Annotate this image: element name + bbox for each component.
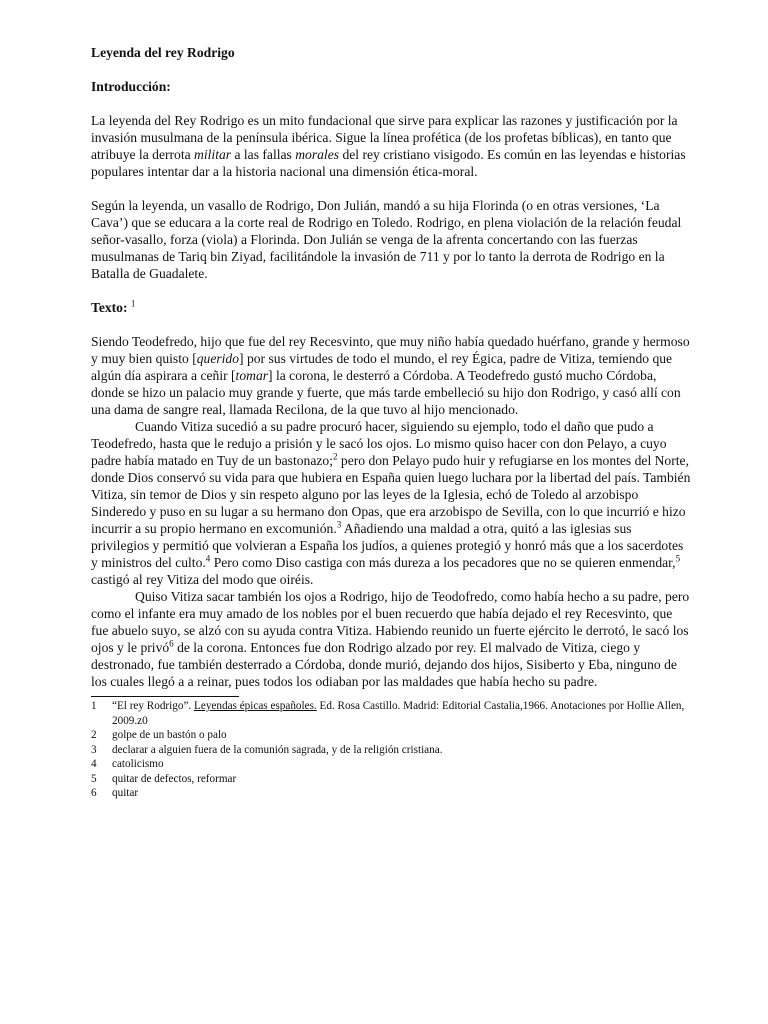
footnote-2: 2 golpe de un bastón o palo	[91, 729, 227, 741]
footnote-ref-2[interactable]: 2	[333, 451, 338, 462]
footnote-ref-1[interactable]: 1	[130, 298, 136, 309]
footnote-5: 5 quitar de defectos, reformar	[91, 772, 237, 785]
intro-paragraph-1: La leyenda del Rey Rodrigo es un mito fundacional que sirve para explicar las razones y justificación por la invasión musulmana de la península ibérica. Sigue la línea profética (de los profetas bíblicas), en tanto que atribuye la derrota militar a las fallas morales del rey cristiano visigodo. Es común en las leyendas e historias populares intentar dar a la historia nacional una dimensión ética-moral.	[91, 113, 686, 179]
footnote-ref-5[interactable]: 5	[675, 553, 681, 564]
footnote-3: 3 declarar a alguien fuera de la comunión sagrada, y de la religión cristiana.	[91, 743, 443, 756]
emphasis-querido: querido	[196, 351, 240, 366]
footnote-ref-3[interactable]: 3	[336, 519, 342, 530]
document-title: Leyenda del rey Rodrigo	[91, 45, 235, 60]
intro-heading: Introducción:	[91, 79, 171, 94]
text-paragraph-3: Quiso Vitiza sacar también los ojos a Rodrigo, hijo de Teodofredo, como había hecho a su padre, pero como el infante era muy amado de los nobles por el buen recuerdo que había dejado el rey Recesvinto, que fue abuelo suyo, se alzó con su ayuda contra Vitiza. Habiendo reunido un fuerte ejército le derrotó, le sacó los ojos y le privó$^6$ de la corona. Entonces fue don Rodrigo alzado por rey. El malvado de Vitiza, ciego y destronado, fue también desterrado a Córdoba, donde murió, dejando dos hijos, Sisiberto y Eba, ninguno de los cuales llegó a a reinar, pues todos los odiaban por las maldades que había hecho su padre.	[91, 589, 690, 689]
footnote-1: 1 “El rey Rodrigo”. Leyendas épicas españoles. Ed. Rosa Castillo. Madrid: Editorial Castalia,1966. Anotaciones por Hollie Allen, 2009.z0	[91, 700, 685, 727]
footnote-6: 6 quitar	[91, 787, 139, 799]
footnote-ref-6[interactable]: 6	[169, 638, 174, 649]
source-title: Leyendas épicas españoles.	[194, 700, 317, 712]
intro-paragraph-2: Según la leyenda, un vasallo de Rodrigo, Don Julián, mandó a su hija Florinda (o en otras versiones, ‘La Cava’) que se educara a la corte real de Rodrigo en Toledo. Rodrigo, en plena violación de la relación feudal señor-vasallo, forza (viola) a Florinda. Don Julián se venga de la afrenta concertando con las fuerzas musulmanas de Tariq bin Ziyad, facilitándole la invasión de 711 y por lo tanto la derrota de Rodrigo en la Batalla de Guadalete.	[91, 198, 682, 281]
emphasis-tomar: tomar	[235, 368, 269, 383]
footnotes	[91, 699, 691, 801]
footnote-separator	[91, 696, 239, 697]
footnote-4: 4 catolicismo	[91, 758, 164, 770]
text-paragraph-2: Cuando Vitiza sucedió a su padre procuró hacer, siguiendo su ejemplo, todo el daño que pudo a Teodefredo, hasta que le redujo a prisión y le sacó los ojos. Lo mismo quiso hacer con don Pelayo, a cuyo padre había matado en Tuy de un bastonazo;$^2$ pero don Pelayo pudo huir y refugiarse en los montes del Norte, donde Dios conservó su vida para que hubiera en España quien luego luchara por la libertad del país. También Vitiza, sin temor de Dios y sin respeto alguno por las leyes de la Iglesia, echó de Toledo al arzobispo Sinderedo y puso en su lugar a su hermano don Opas, que era arzobispo de Sevilla, con lo que incurrió e hizo incurrir a su propio hermano en excomunión.$^3$ Añadiendo una maldad a otra, quitó a las iglesias sus privilegios y permitió que volvieran a España los judíos, a quienes protegió y honró más que a los sacerdotes y ministros del culto.$^4$ Pero como Diso castiga con más dureza a los pecadores que no se quieren enmendar,$^5$ castigó al rey Vitiza del modo que oiréis.	[91, 419, 691, 587]
legend-text	[91, 333, 691, 690]
document-page	[91, 44, 691, 801]
emphasis-militar: militar	[194, 147, 232, 162]
emphasis-morales: morales	[295, 147, 340, 162]
text-heading: Texto: $^1$	[91, 298, 136, 315]
footnote-ref-4[interactable]: 4	[205, 553, 211, 564]
text-paragraph-1: Siendo Teodefredo, hijo que fue del rey Recesvinto, que muy niño había quedado huérfano, grande y hermoso y muy bien quisto [querido] por sus virtudes de todo el mundo, el rey Égica, padre de Vitiza, temiendo que algún día aspirara a ceñir [tomar] la corona, le desterró a Córdoba. A Teodefredo gustó mucho Córdoba, donde se hizo un palacio muy grande y fuerte, que más tarde embelleció su hijo don Rodrigo, y casó allí con una dama de sangre real, llamada Recilona, de la que tuvo al hijo mencionado.	[91, 334, 690, 417]
